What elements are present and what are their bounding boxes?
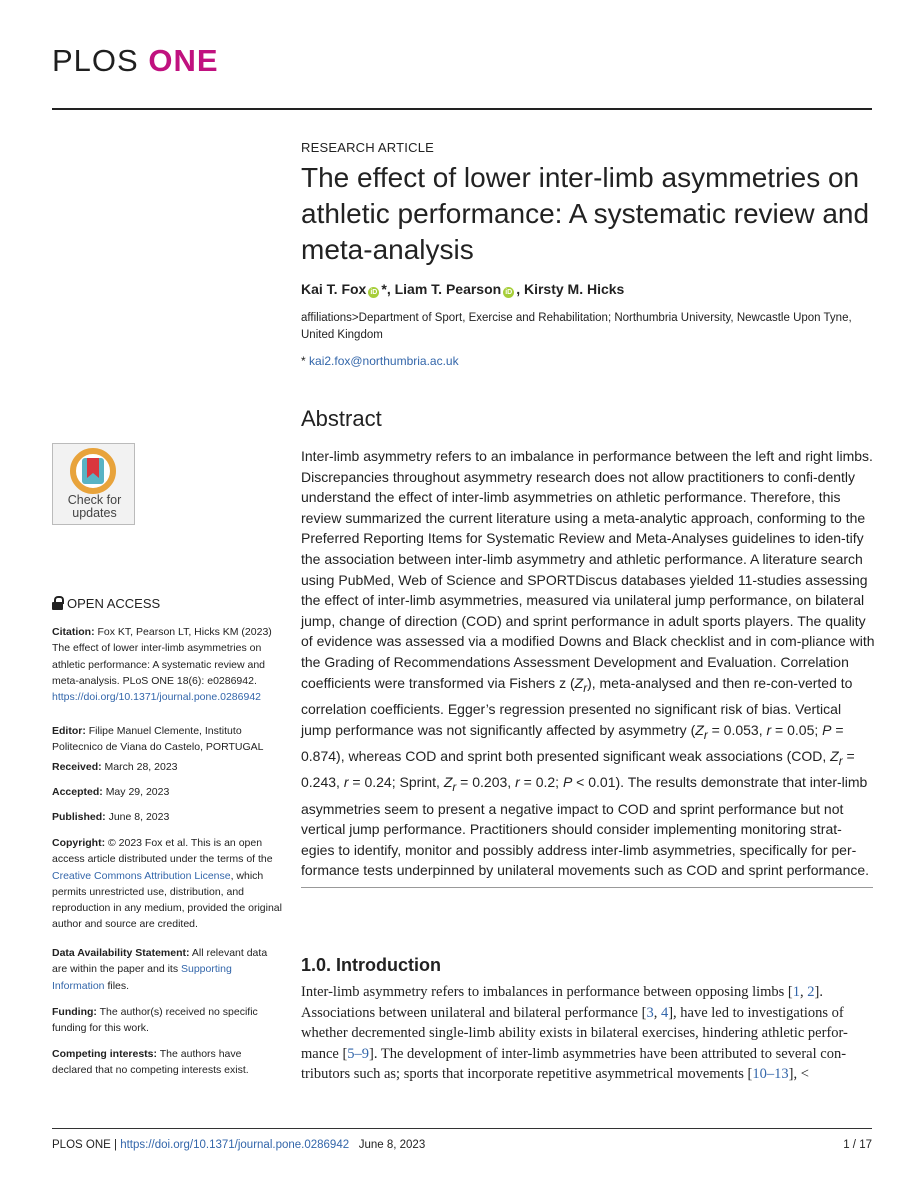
license-link[interactable]: Creative Commons Attribution License [52, 869, 231, 882]
intro-segment: ]. Associations between unilateral and bilateral performance [ [301, 984, 823, 1021]
footer-citation [52, 1139, 425, 1151]
check-for-updates-label: Check for updates [67, 493, 122, 520]
funding-block [52, 1004, 284, 1037]
data-availability-label: Data Availability Statement: [52, 947, 190, 959]
copyright-text-end: , which permits unrestricted use, distribution, and reproduction in any medium, provided the original author and source are credited. [52, 869, 282, 931]
author-list: Kai T. Fox iD *, Liam T. Pearson iD , Kirsty M. Hicks [301, 281, 625, 297]
intro-segment: , [800, 984, 808, 1000]
symbol: Z [695, 721, 704, 738]
page-footer [52, 1128, 872, 1154]
citation-text: Fox KT, Pearson LT, Hicks KM (2023) The effect of lower inter-limb asymmetries on athletic performance: A systematic review and meta-analysis. PLoS ONE 18(6): e0286942. [52, 626, 272, 687]
received-date: March 28, 2023 [104, 761, 178, 773]
symbol-subscript: r [838, 754, 843, 768]
symbol: Z [443, 774, 453, 791]
abstract-segment: Inter-limb asymmetry refers to an imbalance in performance between the left and right limbs. Discrepancies throughout asymmetry research does not allow practitioners to confi-dently understand the effect of inter-limb asymmetries on athletic performance. Therefore, this review summarized the current literature using a meta-analytic approach, conforming to the Preferred Reporting Items for Systematic Review and Meta-Analyses guidelines to iden-tify the association between inter-limb asymmetry and athletic performance. A literature search using PubMed, Web of Science and SPORTDiscus databases yielded 11-studies assessing the effect of inter-limb asymmetries, measured via unilateral jump performance, on bilateral jump, change of direction (COD) and sprint performance in adult sports players. The quality of evidence was assessed via a modified Downs and Black checklist and in com-pliance with the Grading of Recommendations Assessment Development and Evaluation. Correlation coefficients were transformed via Fishers z ( [301, 448, 875, 691]
article-type: RESEARCH ARTICLE [301, 140, 434, 155]
corresponding-email [301, 354, 459, 368]
plos-one-logo[interactable] [52, 44, 219, 78]
reference-link[interactable]: 5–9 [347, 1045, 370, 1062]
symbol: P [562, 774, 573, 791]
published-date: June 8, 2023 [108, 811, 170, 823]
editor-block [52, 723, 284, 756]
intro-segment: , [653, 1004, 661, 1021]
copyright-text: © 2023 Fox et al. This is an open access article distributed under the terms of the [52, 837, 273, 866]
reference-link[interactable]: 3 [646, 1004, 654, 1021]
symbol: r [343, 774, 349, 791]
section-divider [301, 887, 873, 888]
received-block [52, 759, 284, 775]
corresponding-asterisk: * [301, 354, 306, 368]
page-number: 1 / 17 [843, 1139, 872, 1151]
symbol: Z [830, 747, 839, 764]
competing-interests-block [52, 1046, 284, 1079]
orcid-icon[interactable]: iD [505, 289, 513, 296]
abstract-segment: = 0.053, [707, 721, 767, 738]
competing-interests-label: Competing interests: [52, 1048, 158, 1060]
abstract-heading: Abstract [301, 406, 382, 431]
email-link[interactable]: kai2.fox@northumbria.ac.uk [309, 354, 459, 368]
received-label: Received: [52, 761, 102, 773]
citation-doi-link[interactable]: https://doi.org/10.1371/journal.pone.0286942 [52, 691, 262, 704]
crossmark-icon [70, 448, 116, 494]
published-label: Published: [52, 811, 106, 823]
symbol: P [822, 721, 832, 738]
open-access-text: OPEN ACCESS [67, 596, 161, 611]
supporting-information-link[interactable]: Supporting Information [52, 963, 232, 992]
journal-header [52, 44, 872, 110]
author-name[interactable]: Liam T. Pearson [394, 281, 502, 297]
editor-label: Editor: [52, 725, 86, 737]
symbol-subscript: r [703, 728, 708, 742]
symbol-subscript: r [452, 781, 457, 795]
abstract-segment: = 0.05; [771, 721, 823, 738]
introduction-heading: 1.0. Introduction [301, 955, 442, 975]
data-availability-text-end: files. [107, 979, 130, 992]
orcid-icon[interactable]: iD [370, 289, 378, 296]
article-title: The effect of lower inter-limb asymmetries on athletic performance: A systematic review and meta-analysis [301, 162, 870, 265]
abstract-segment: = 0.243, [301, 747, 855, 791]
accepted-block [52, 784, 284, 800]
check-for-updates-button[interactable] [52, 443, 135, 525]
symbol: r [515, 774, 520, 791]
editor-text: Filipe Manuel Clemente, Instituto Politecnico de Viana do Castelo, PORTUGAL [52, 725, 264, 754]
footer-doi-link[interactable]: https://doi.org/10.1371/journal.pone.0286942 [120, 1139, 350, 1151]
abstract-segment: = 0.874), whereas COD and sprint both presented significant weak associations (COD, [301, 721, 844, 764]
citation-label: Citation: [52, 626, 95, 638]
abstract-segment: ), meta-analysed and then re-con-verted to correlation coefficients. Egger’s regression presented no significant risk of bias. Vertical jump performance was not significantly affected by asymmetry ( [301, 674, 853, 738]
data-availability-text: All relevant data are within the paper and its [52, 947, 268, 976]
symbol: r [766, 721, 772, 738]
copyright-block [52, 835, 284, 933]
open-lock-icon [52, 596, 63, 610]
corresponding-marker: * [381, 281, 387, 297]
reference-link[interactable]: 10–13 [752, 1066, 789, 1083]
abstract-segment: = 0.203, [456, 774, 516, 791]
copyright-label: Copyright: [52, 837, 106, 849]
competing-interests-text: The authors have declared that no competing interests exist. [52, 1048, 249, 1077]
footer-journal: PLOS ONE [52, 1139, 111, 1151]
footer-separator: | [114, 1139, 118, 1151]
citation-block [52, 624, 284, 705]
accepted-date: May 29, 2023 [105, 786, 170, 798]
open-access-label [52, 596, 160, 611]
introduction-text [301, 982, 875, 1085]
reference-link[interactable]: 2 [807, 984, 815, 1000]
abstract-text [301, 446, 875, 881]
intro-segment: ], have led to investigations of whether decremented single-limb ability exists in bilateral exercises, hindering athletic perfor-mance [ [301, 1004, 848, 1062]
intro-segment: ], < [788, 1066, 809, 1083]
funding-label: Funding: [52, 1006, 97, 1018]
author-name[interactable]: Kirsty M. Hicks [523, 281, 625, 297]
reference-link[interactable]: 4 [660, 1004, 669, 1021]
logo-plos-text: PLOS [52, 43, 139, 78]
logo-one-text: ONE [148, 43, 219, 78]
reference-link[interactable]: 1 [792, 984, 800, 1000]
accepted-label: Accepted: [52, 786, 103, 798]
abstract-segment: < 0.01). The results demonstrate that inter-limb asymmetries seem to present a negative impact to COD and sprint performance but not vertical jump performance. Practitioners should consider implementing monitoring strat-egies to identify, monitor and possibly address inter-limb asymmetries, specifically for per-formance tests underpinned by unilateral movements such as COD and sprint performance. [301, 774, 870, 879]
funding-text: The author(s) received no specific funding for this work. [52, 1006, 258, 1035]
data-availability-block [52, 945, 284, 994]
published-block [52, 809, 284, 825]
author-name[interactable]: Kai T. Fox [301, 281, 367, 297]
affiliation: affiliations>Department of Sport, Exercise and Rehabilitation; Northumbria University, Newcastle Upon Tyne, United Kingdom [301, 312, 852, 341]
abstract-segment: = 0.2; [519, 774, 563, 791]
intro-segment: ]. The development of inter-limb asymmetries have been attributed to several con-tributors such as; sports that incorporate repetitive asymmetrical movements [ [301, 1045, 847, 1083]
symbol-subscript: r [583, 681, 588, 695]
footer-date: June 8, 2023 [358, 1139, 426, 1151]
abstract-segment: = 0.24; Sprint, [348, 774, 444, 791]
intro-segment: Inter-limb asymmetry refers to imbalances in performance between opposing limbs [ [301, 984, 793, 1000]
symbol: Z [574, 674, 584, 691]
